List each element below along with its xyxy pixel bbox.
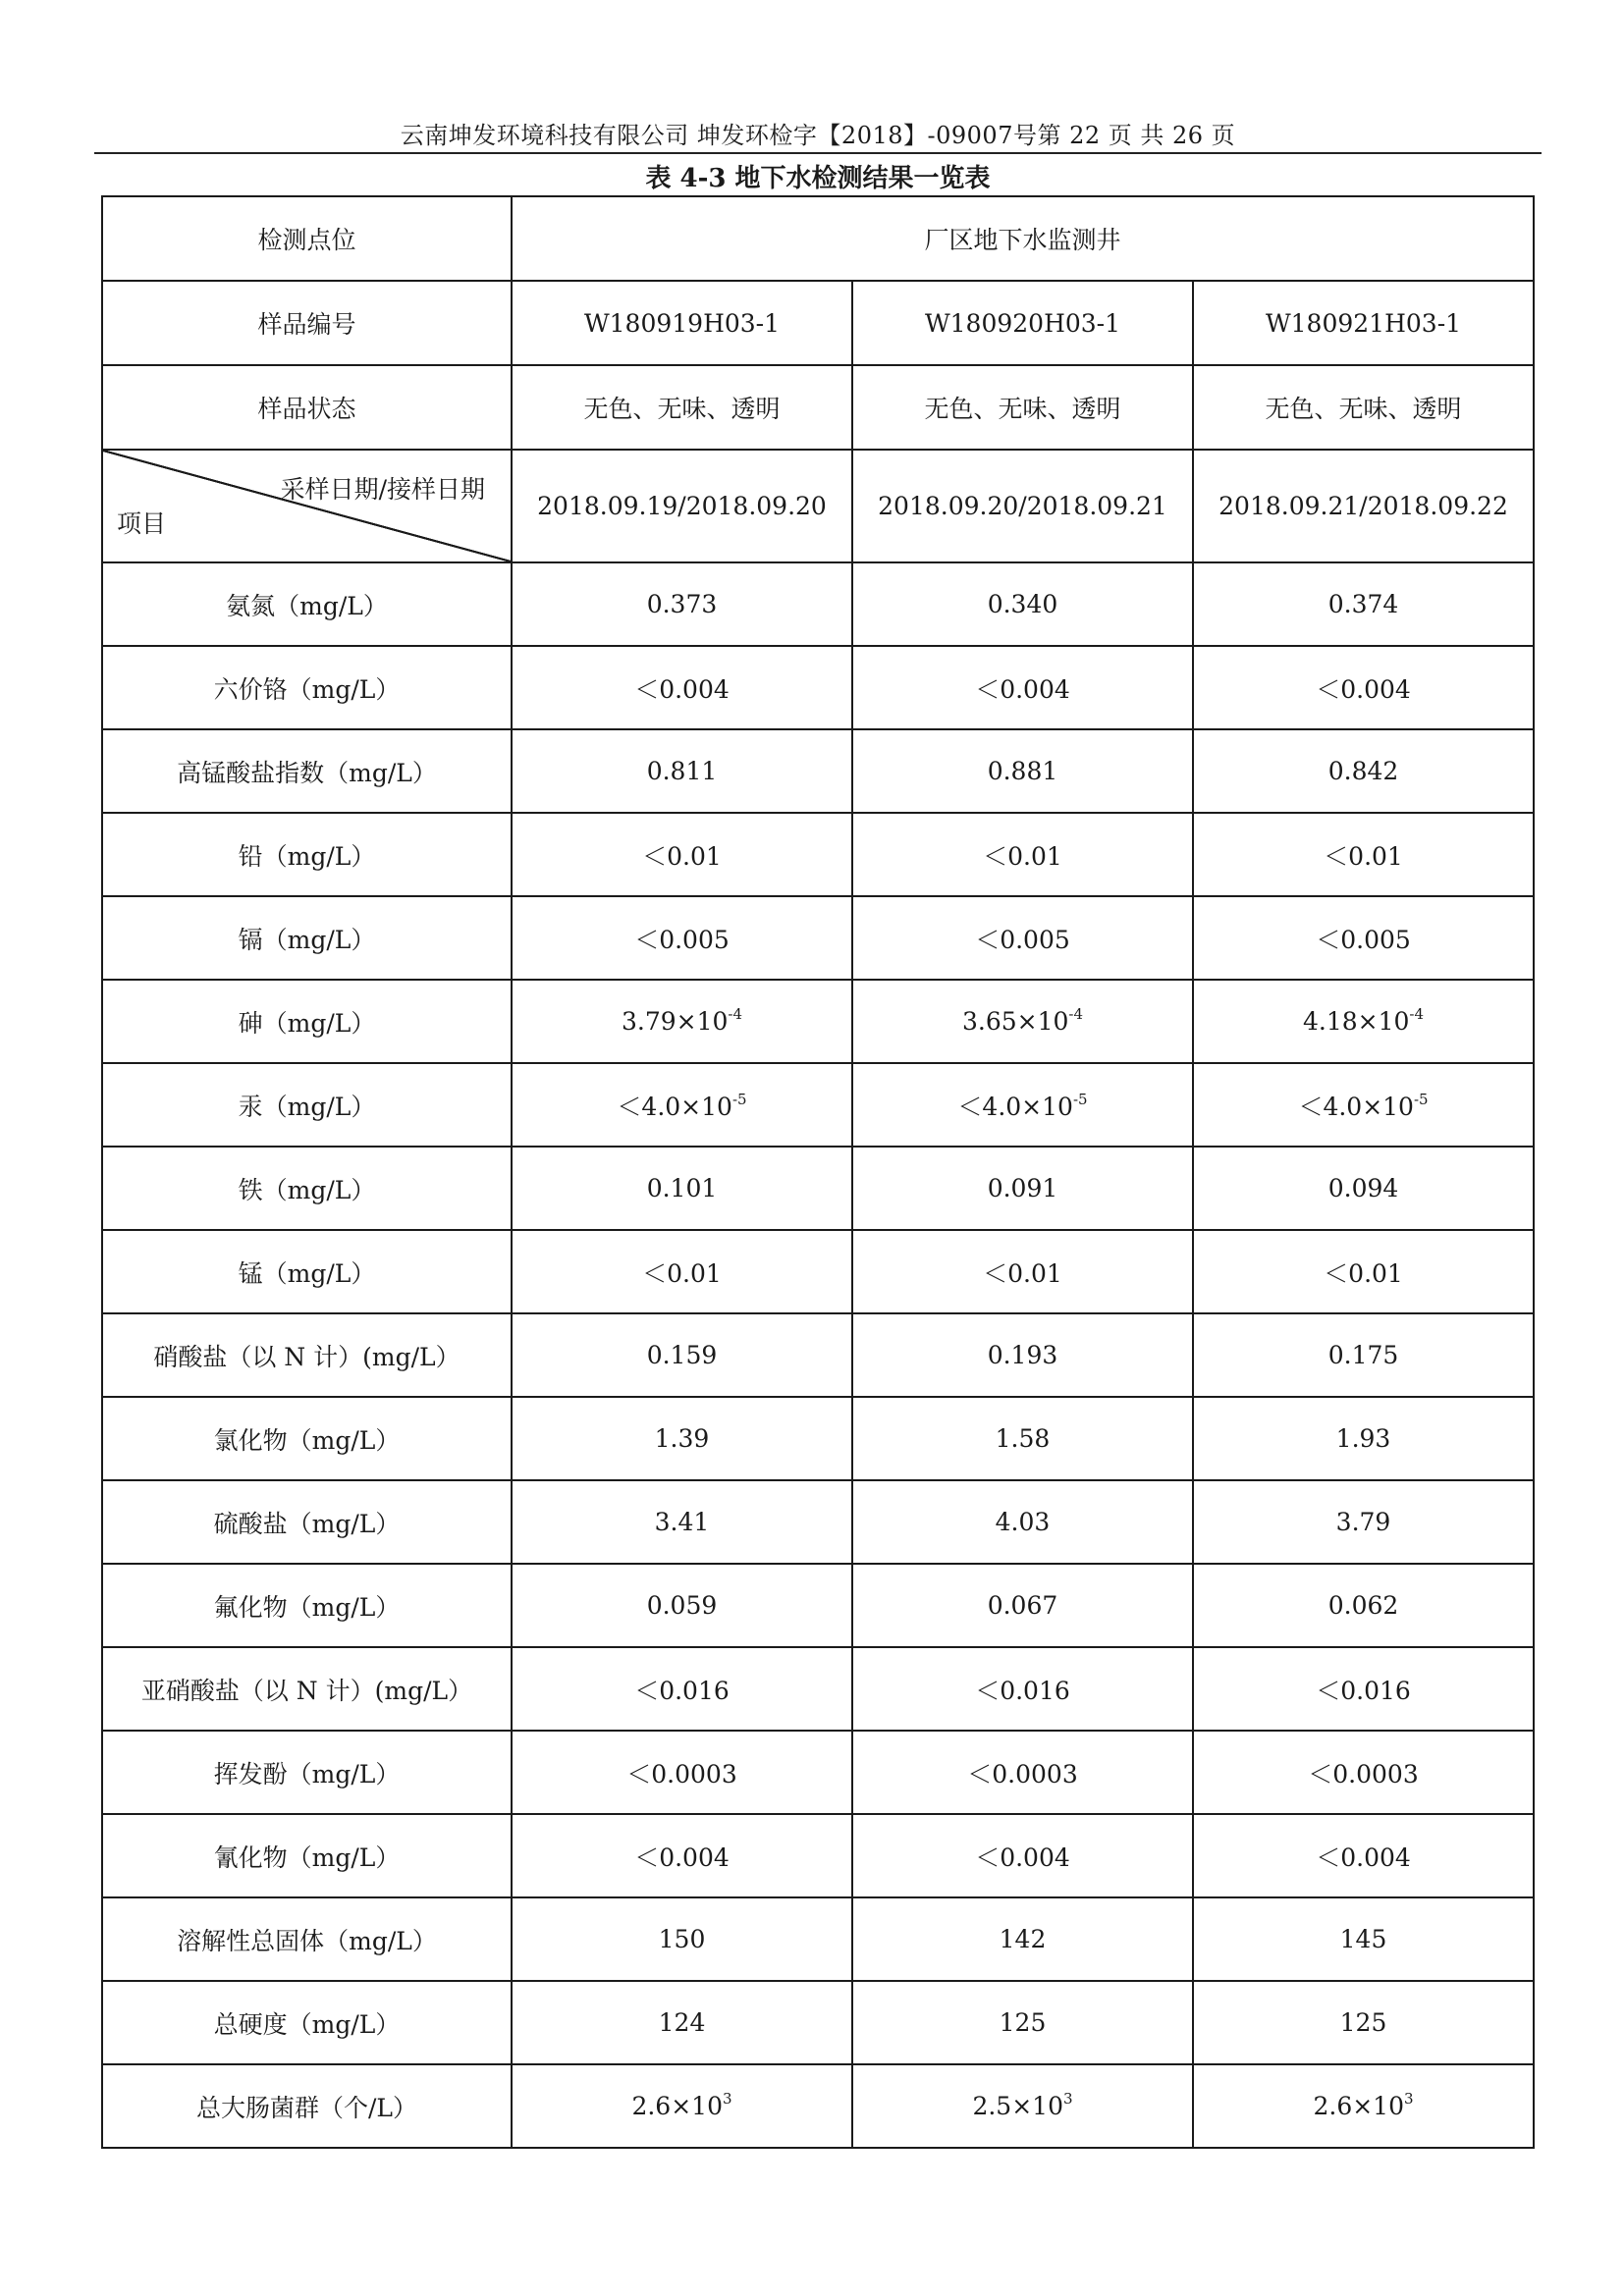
sample-id-label: 样品编号 [102, 281, 512, 365]
result-value-text: ＜0.005 [975, 925, 1070, 954]
result-value [512, 980, 852, 1063]
result-value [852, 813, 1193, 896]
result-value-text: 3.79 [1335, 1508, 1391, 1536]
result-value-text: 0.101 [646, 1174, 718, 1202]
result-exponent: -4 [1409, 1005, 1425, 1023]
result-value [1193, 1147, 1534, 1230]
result-value-text: ＜0.004 [634, 674, 730, 704]
result-value-text: 0.067 [987, 1591, 1058, 1620]
table-row [102, 1313, 1534, 1397]
result-value [852, 1981, 1193, 2064]
result-value-text: 0.091 [987, 1174, 1058, 1202]
sample-state-cell: 无色、无味、透明 [1193, 365, 1534, 450]
table-row [102, 1647, 1534, 1731]
table-row [102, 1897, 1534, 1981]
result-value-text: 0.159 [646, 1341, 718, 1369]
result-value [852, 1313, 1193, 1397]
parameter-name: 溶解性总固体（mg/L） [102, 1897, 512, 1981]
table-row [102, 1981, 1534, 2064]
result-exponent: 3 [722, 2090, 732, 2108]
table-row [102, 1480, 1534, 1564]
result-value [852, 562, 1193, 646]
result-value-text: 1.58 [995, 1424, 1051, 1453]
result-exponent: 3 [1062, 2090, 1073, 2108]
result-value-text: ＜0.01 [642, 1258, 722, 1288]
result-value-text: ＜0.0003 [626, 1759, 737, 1789]
table-row [102, 2064, 1534, 2148]
result-value [512, 1897, 852, 1981]
result-value-text: ＜0.01 [1324, 841, 1403, 871]
result-value-text: 0.373 [646, 590, 718, 618]
parameter-name: 挥发酚（mg/L） [102, 1731, 512, 1814]
results-table-body [102, 196, 1534, 2148]
result-value [1193, 1063, 1534, 1147]
sample-state-row [102, 365, 1534, 450]
result-value-text: 3.79×10 [621, 1007, 729, 1036]
sample-state-cell: 无色、无味、透明 [512, 365, 852, 450]
parameter-name: 氟化物（mg/L） [102, 1564, 512, 1647]
table-row [102, 896, 1534, 980]
result-value-text: ＜4.0×10 [957, 1092, 1073, 1121]
result-value [512, 2064, 852, 2148]
result-value [1193, 562, 1534, 646]
result-value [852, 1230, 1193, 1313]
table-row [102, 1147, 1534, 1230]
result-value [1193, 1897, 1534, 1981]
result-value-text: 4.03 [995, 1508, 1051, 1536]
parameter-name: 汞（mg/L） [102, 1063, 512, 1147]
result-value-text: ＜0.005 [634, 925, 730, 954]
result-value [512, 1480, 852, 1564]
result-value-text: ＜0.01 [983, 841, 1062, 871]
sample-id-cell: W180921H03-1 [1193, 281, 1534, 365]
sample-state-label: 样品状态 [102, 365, 512, 450]
result-value-text: ＜0.004 [1316, 674, 1411, 704]
result-value [512, 1647, 852, 1731]
result-value [1193, 1230, 1534, 1313]
sample-id-row [102, 281, 1534, 365]
result-value-text: ＜0.005 [1316, 925, 1411, 954]
result-value-text: ＜0.01 [1324, 1258, 1403, 1288]
result-value-text: 0.374 [1327, 590, 1399, 618]
result-value-text: ＜4.0×10 [617, 1092, 732, 1121]
result-value-text: ＜0.004 [975, 674, 1070, 704]
result-value [512, 1147, 852, 1230]
parameter-name: 砷（mg/L） [102, 980, 512, 1063]
result-value-text: 1.39 [654, 1424, 710, 1453]
result-value [1193, 813, 1534, 896]
result-value [512, 729, 852, 813]
parameter-name: 总硬度（mg/L） [102, 1981, 512, 2064]
result-value [852, 1063, 1193, 1147]
result-value [1193, 1397, 1534, 1480]
parameter-name: 总大肠菌群（个/L） [102, 2064, 512, 2148]
result-value [1193, 1480, 1534, 1564]
result-value [1193, 646, 1534, 729]
result-value [852, 2064, 1193, 2148]
result-value-text: 150 [658, 1925, 706, 1953]
result-value-text: 0.175 [1327, 1341, 1399, 1369]
result-value-text: ＜0.004 [975, 1842, 1070, 1872]
groundwater-results-table [101, 195, 1535, 2149]
item-label: 项目 [117, 509, 167, 538]
result-value [1193, 1981, 1534, 2064]
parameter-name: 高锰酸盐指数（mg/L） [102, 729, 512, 813]
parameter-name: 氰化物（mg/L） [102, 1814, 512, 1897]
result-exponent: -4 [1068, 1005, 1084, 1023]
result-value [1193, 1731, 1534, 1814]
result-value [1193, 729, 1534, 813]
table-row [102, 1397, 1534, 1480]
result-value-text: 0.059 [646, 1591, 718, 1620]
result-value-text: 0.062 [1327, 1591, 1399, 1620]
result-value-text: 2.6×10 [631, 2092, 723, 2120]
result-value [1193, 980, 1534, 1063]
result-value-text: 124 [658, 2008, 706, 2037]
result-value [852, 646, 1193, 729]
result-value-text: 3.41 [654, 1508, 710, 1536]
result-value-text: 3.65×10 [961, 1007, 1069, 1036]
result-value [512, 1230, 852, 1313]
result-value-text: ＜0.01 [642, 841, 722, 871]
parameter-name: 氯化物（mg/L） [102, 1397, 512, 1480]
table-row [102, 646, 1534, 729]
diagonal-header-cell [102, 450, 512, 562]
table-row [102, 1230, 1534, 1313]
table-row [102, 1564, 1534, 1647]
table-row [102, 980, 1534, 1063]
table-row [102, 813, 1534, 896]
location-value: 厂区地下水监测井 [512, 196, 1534, 281]
result-value-text: 2.6×10 [1313, 2092, 1404, 2120]
date-cell: 2018.09.21/2018.09.22 [1193, 450, 1534, 562]
page-header: 云南坤发环境科技有限公司 坤发环检字【2018】-09007号第 22 页 共 26 页 [400, 122, 1236, 149]
result-value [852, 1147, 1193, 1230]
table-title: 表 4-3 地下水检测结果一览表 [645, 164, 991, 193]
result-value [852, 1564, 1193, 1647]
result-value-text: 0.094 [1327, 1174, 1399, 1202]
parameter-name: 硝酸盐（以 N 计）(mg/L） [102, 1313, 512, 1397]
table-row [102, 729, 1534, 813]
table-row [102, 562, 1534, 646]
result-value [852, 729, 1193, 813]
result-value-text: 0.811 [646, 757, 718, 785]
result-value [852, 1480, 1193, 1564]
result-value-text: 0.340 [987, 590, 1058, 618]
result-value [512, 646, 852, 729]
result-value [512, 562, 852, 646]
result-value-text: ＜0.0003 [1308, 1759, 1419, 1789]
parameter-name: 锰（mg/L） [102, 1230, 512, 1313]
location-label: 检测点位 [102, 196, 512, 281]
sample-state-cell: 无色、无味、透明 [852, 365, 1193, 450]
result-value [512, 1397, 852, 1480]
result-value-text: ＜4.0×10 [1298, 1092, 1414, 1121]
result-value-text: 142 [999, 1925, 1047, 1953]
result-value-text: 4.18×10 [1302, 1007, 1410, 1036]
result-value [852, 1814, 1193, 1897]
result-value-text: 125 [999, 2008, 1047, 2037]
result-value [1193, 896, 1534, 980]
result-value [512, 1731, 852, 1814]
result-value [512, 1063, 852, 1147]
table-row [102, 1063, 1534, 1147]
result-value [852, 1397, 1193, 1480]
result-value-text: ＜0.0003 [967, 1759, 1078, 1789]
result-value-text: ＜0.004 [634, 1842, 730, 1872]
result-value-text: 125 [1339, 2008, 1387, 2037]
date-cell: 2018.09.20/2018.09.21 [852, 450, 1193, 562]
result-value [852, 1647, 1193, 1731]
result-value-text: ＜0.016 [634, 1676, 730, 1705]
result-value-text: 145 [1339, 1925, 1387, 1953]
result-value [512, 1814, 852, 1897]
result-value-text: 0.842 [1327, 757, 1399, 785]
result-value [1193, 1814, 1534, 1897]
table-row [102, 1814, 1534, 1897]
parameter-name: 铁（mg/L） [102, 1147, 512, 1230]
result-exponent: 3 [1404, 2090, 1414, 2108]
parameter-name: 氨氮（mg/L） [102, 562, 512, 646]
result-exponent: -5 [1413, 1090, 1429, 1108]
result-value-text: ＜0.016 [1316, 1676, 1411, 1705]
result-value-text: ＜0.016 [975, 1676, 1070, 1705]
parameter-name: 镉（mg/L） [102, 896, 512, 980]
result-exponent: -5 [1072, 1090, 1088, 1108]
parameter-name: 铅（mg/L） [102, 813, 512, 896]
result-value [1193, 2064, 1534, 2148]
location-row [102, 196, 1534, 281]
result-value [852, 1897, 1193, 1981]
sampling-date-label: 采样日期/接样日期 [280, 475, 485, 504]
date-cell: 2018.09.19/2018.09.20 [512, 450, 852, 562]
result-value [852, 980, 1193, 1063]
parameter-name: 六价铬（mg/L） [102, 646, 512, 729]
result-value-text: ＜0.004 [1316, 1842, 1411, 1872]
result-exponent: -5 [731, 1090, 747, 1108]
result-value [1193, 1564, 1534, 1647]
result-value-text: 1.93 [1335, 1424, 1391, 1453]
result-value [852, 1731, 1193, 1814]
result-exponent: -4 [728, 1005, 743, 1023]
date-row [102, 450, 1534, 562]
result-value [852, 896, 1193, 980]
table-row [102, 1731, 1534, 1814]
sample-id-cell: W180920H03-1 [852, 281, 1193, 365]
result-value [1193, 1313, 1534, 1397]
parameter-name: 硫酸盐（mg/L） [102, 1480, 512, 1564]
result-value [512, 813, 852, 896]
result-value [512, 896, 852, 980]
result-value-text: 2.5×10 [972, 2092, 1063, 2120]
result-value-text: 0.193 [987, 1341, 1058, 1369]
result-value [1193, 1647, 1534, 1731]
result-value [512, 1564, 852, 1647]
result-value-text: ＜0.01 [983, 1258, 1062, 1288]
result-value [512, 1313, 852, 1397]
result-value [512, 1981, 852, 2064]
result-value-text: 0.881 [987, 757, 1058, 785]
header-divider [94, 152, 1542, 154]
parameter-name: 亚硝酸盐（以 N 计）(mg/L） [102, 1647, 512, 1731]
sample-id-cell: W180919H03-1 [512, 281, 852, 365]
